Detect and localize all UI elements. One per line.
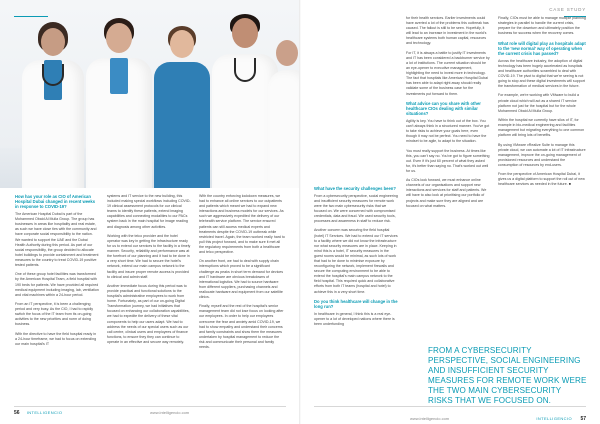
paragraph: As CIOs look forward, we must enhance online channels of our organisations and support new interactions and services for staff and patients. We will have to also look at prioritising our portfolio of projects and make sure they are aligned and are focused on what matters. bbox=[406, 178, 487, 208]
doctors-photo bbox=[0, 0, 300, 188]
subheading: What role will digital play as hospitals adapt to the 'new normal' way of operating when the current crisis has passed? bbox=[498, 40, 586, 56]
nurse-figure bbox=[154, 26, 210, 188]
paragraph: One of these group hotel facilities was transformed by the American Hospital Team, a field hospital with 190 beds for patients. We have provided all required medical equipment including imaging, lab, ventilation and vital machines within a 24-hour period. bbox=[15, 272, 99, 297]
magazine-brand: INTELLIGENCIO bbox=[26, 410, 63, 415]
left-column-1 bbox=[15, 194, 99, 351]
paragraph: Finally, CIOs must be able to manage multiple planning strategies in parallel to handle the current crisis, prepare for the downturn and ultimately position the business for success when the recovery comes. bbox=[498, 16, 586, 36]
paragraph: Agility is key. You have to think out of the box. You can't always think in a structured manner. You've got to take risks to achieve your goals here, even though it may not be perfect. You need to have the mindset to be agile, to adapt to the situation. bbox=[406, 118, 490, 144]
paragraph: You must really support the business. At times like this, you can't say no. You've got to figure something out. Even if it's just 60 percent of what they asked for, it's better than saying no. That's worked out well for us. bbox=[406, 148, 490, 173]
pull-quote: FROM A CYBERSECURITY PERSPECTIVE, SOCIAL ENGINEERING AND INSUFFICIENT SECURITY MEASURES FOR REMOTE WORK WERE THE TWO MAIN CYBERSECURITY RISKS THAT WE FOCUSED ON. bbox=[428, 346, 587, 405]
paragraph: For IT, it is always a battle to justify IT investments and IT has been considered a backburner service by a lot of institutions. The current situation should be an eye-opener to executive management, highlighting the need to invest more in technology. The fact that hospitals like American Hospital Dubai has been able to adapt right away should really validate some of the business case for the investments put forward to them. bbox=[406, 50, 490, 96]
paragraph: systems and IT service to the new building, this included making special workflows including COVID-19 clinical assessment protocols for our clinical teams to identify these patients, extend imaging capabilities and connecting modalities to our PACs system back in the main hospital for image reading and diagnosis among other activities. bbox=[107, 194, 191, 229]
paragraph: For example, we're working with VMware to build a private cloud which will act as a shared IT service platform not just for the hospital but for the whole Mohammed Obaid Al Mulla Group. bbox=[498, 93, 579, 113]
right-column-3 bbox=[498, 16, 586, 192]
paragraph: With the country enforcing lockdown measures, we had to enhance all online services to our outpatients and patients which meant we had to expand new interactions and business models for our services. As such we aggressively expedited the delivery of our telehealth service platform. The service ensured patients can still access medical experts and treatments despite the COVID-19 outbreak while restricted travel. Again, the team worked really hard to pull this project forward, and to make sure it met all the regulatory requirements from both a healthcare and telco perspective. bbox=[199, 194, 285, 255]
magazine-brand: INTELLIGENCIO bbox=[536, 416, 572, 421]
section-accent-bar bbox=[14, 16, 48, 17]
paragraph: From an IT perspective, it is been a challenging period and very busy. As the CIO, I had to rapidly switch the focus of the IT team from its on-going activities to the new priorities and norm of doing business. bbox=[15, 301, 94, 327]
right-column-1 bbox=[314, 186, 398, 331]
paragraph: Working with the telco provider and the hotel operator was key in getting the infrastructure ready for us to extend our services to the facility in a timely manner. Security, reliability and performance was at the forefront of our planning and it had to be done in a very short time. We had to secure the hotel's network, extend our main campus network to the facility and insure proper remote access is provided to clinical and admin staff. bbox=[107, 233, 191, 279]
website-url: www.intelligencio.com bbox=[410, 416, 450, 421]
right-page bbox=[300, 0, 600, 424]
left-column-3 bbox=[199, 194, 285, 354]
subheading: Do you think healthcare will change in the long run? bbox=[314, 298, 398, 310]
paragraph: The American Hospital Dubai is part of the Mohammed Obaid Al Mulla Group. The group has businesses in areas like hospitality and real estate, as such we have close ties with the community and have corporate social responsibility to the nation. We wanted to support the UAE and the Dubai Health Authority during this period. As part of our social responsibility, the group decided to allocate hotel buildings to provide containment and treatment measures to the country to treat COVID-19 positive tested patients. bbox=[15, 212, 99, 268]
left-column-2 bbox=[107, 194, 191, 349]
paragraph: Another immediate focus during this period was to provide practical and functional solutions to the hospital's administrative employees to work from home. Fortunately, as part of our on-going Digital Transformation journey, we had initiatives that focused on enhancing our collaboration capabilities, we had to expedite the delivery of these vital components to help our users adapt. We had to address the needs of our special users such as our call centre, clinical users and employees of finance functions, to ensure they they can continue to operate in an effective and secure way remotely. bbox=[107, 283, 190, 344]
page-number: 57 bbox=[580, 416, 586, 422]
subheading: What advice can you share with other healthcare CIOs dealing with similar situations? bbox=[406, 100, 481, 117]
doctor-figure bbox=[268, 40, 300, 188]
paragraph: Within the hospital we currently have silos of IT, for example in bio-medical engineering and facilities management but migrating everything to one common platform will bring lots of benefits. bbox=[498, 117, 585, 138]
doctor-figure bbox=[212, 14, 276, 188]
paragraph: Finally, myself and the rest of the hospital's senior management team did not lose focus on looking after our employees. In order to help our employees overcome the fear and anxiety amid COVID-19, we had to show empathy and understand their concerns and family constraints and show them the measures undertaken by hospital management to reduce the risk and communicate their personal and family needs. bbox=[199, 304, 284, 349]
doctor-figure bbox=[86, 18, 150, 188]
paragraph: On another front, we had to deal with supply chain interruptions which proved to be a significant challenge as peaks in short term demand for devices and IT hardware are obvious breakdowns of international logistics. We had to source hardware from different suppliers, purchasing channels and reallocate hardware and equipment from our satellite clinics. bbox=[199, 259, 284, 299]
left-footer bbox=[14, 410, 286, 416]
right-column-2 bbox=[406, 16, 490, 213]
website-url: www.intelligencio.com bbox=[150, 410, 190, 415]
footer-rule bbox=[314, 406, 586, 407]
footer-rule bbox=[14, 406, 286, 407]
subheading: What have the security challenges been? bbox=[314, 186, 396, 191]
page-number: 56 bbox=[14, 410, 20, 416]
section-label: CASE STUDY bbox=[549, 7, 586, 12]
paragraph: Across the healthcare industry, the adoption of digital technology has been hugely accelerated as hospitals and healthcare authorities scrambled to deal with COVID-19. The pivot to digital that we're seeing is not going to stop and these digital investments will support the transformation of medical services in the future. bbox=[498, 58, 585, 89]
paragraph: From the perspective of American Hospital Dubai, it gives us a digital platform to support the roll out of new healthcare services as needed in the future. ■ bbox=[498, 172, 585, 187]
paragraph: In healthcare in general, I think this is a real eye-opener to a lot of developed nations where there is been underfunding bbox=[314, 311, 395, 326]
paragraph: Another concern was securing the field hospital (hotel) IT Services. We had to extend our IT services to a facility where we did not know the infrastructure nor what security measures are in place. Keeping in mind this is a hotel, IT security measures in the guest rooms would be minimal, as such lots of work that had to be done to minimise exposure by reconfiguring the network, implement firewalls and secure the computing environment to be able to extend the hospital's main campus network to the field hospital. This required quick and collaborative efforts from both IT teams (hospital and hotel) to achieve this in a very short time. bbox=[314, 228, 398, 294]
left-heading: How has your role as CIO of American Hospital Dubai changed in recent weeks in response to COVID-19? bbox=[15, 194, 96, 210]
paragraph: From a cybersecurity perspective, social engineering and insufficient security measures for remote work were the two main cybersecurity risks that we focused on. We were concerned with compromised credentials, data and fraud. We used security tools, processes and awareness in staff to reduce risk. bbox=[314, 193, 398, 224]
paragraph: With the directive to have the field hospital ready in a 24-hour timeframe, we had to focus on extending our main hospital's IT bbox=[15, 331, 97, 346]
doctor-figure bbox=[22, 22, 82, 188]
paragraph: for their health services. Earlier investments could have averted a lot of the problems this outbreak has caused. The fallout is still to be seen. Hopefully, it will lead to an increase in investment in the world's healthcare systems both human capital, resources and technology. bbox=[406, 16, 489, 46]
paragraph: By using VMware vRealize Suite to manage this private cloud, we can automate a lot of IT infrastructure management, improve the on-going management of provisioned resources and understand the consumption of resources by end-users. bbox=[498, 142, 586, 167]
